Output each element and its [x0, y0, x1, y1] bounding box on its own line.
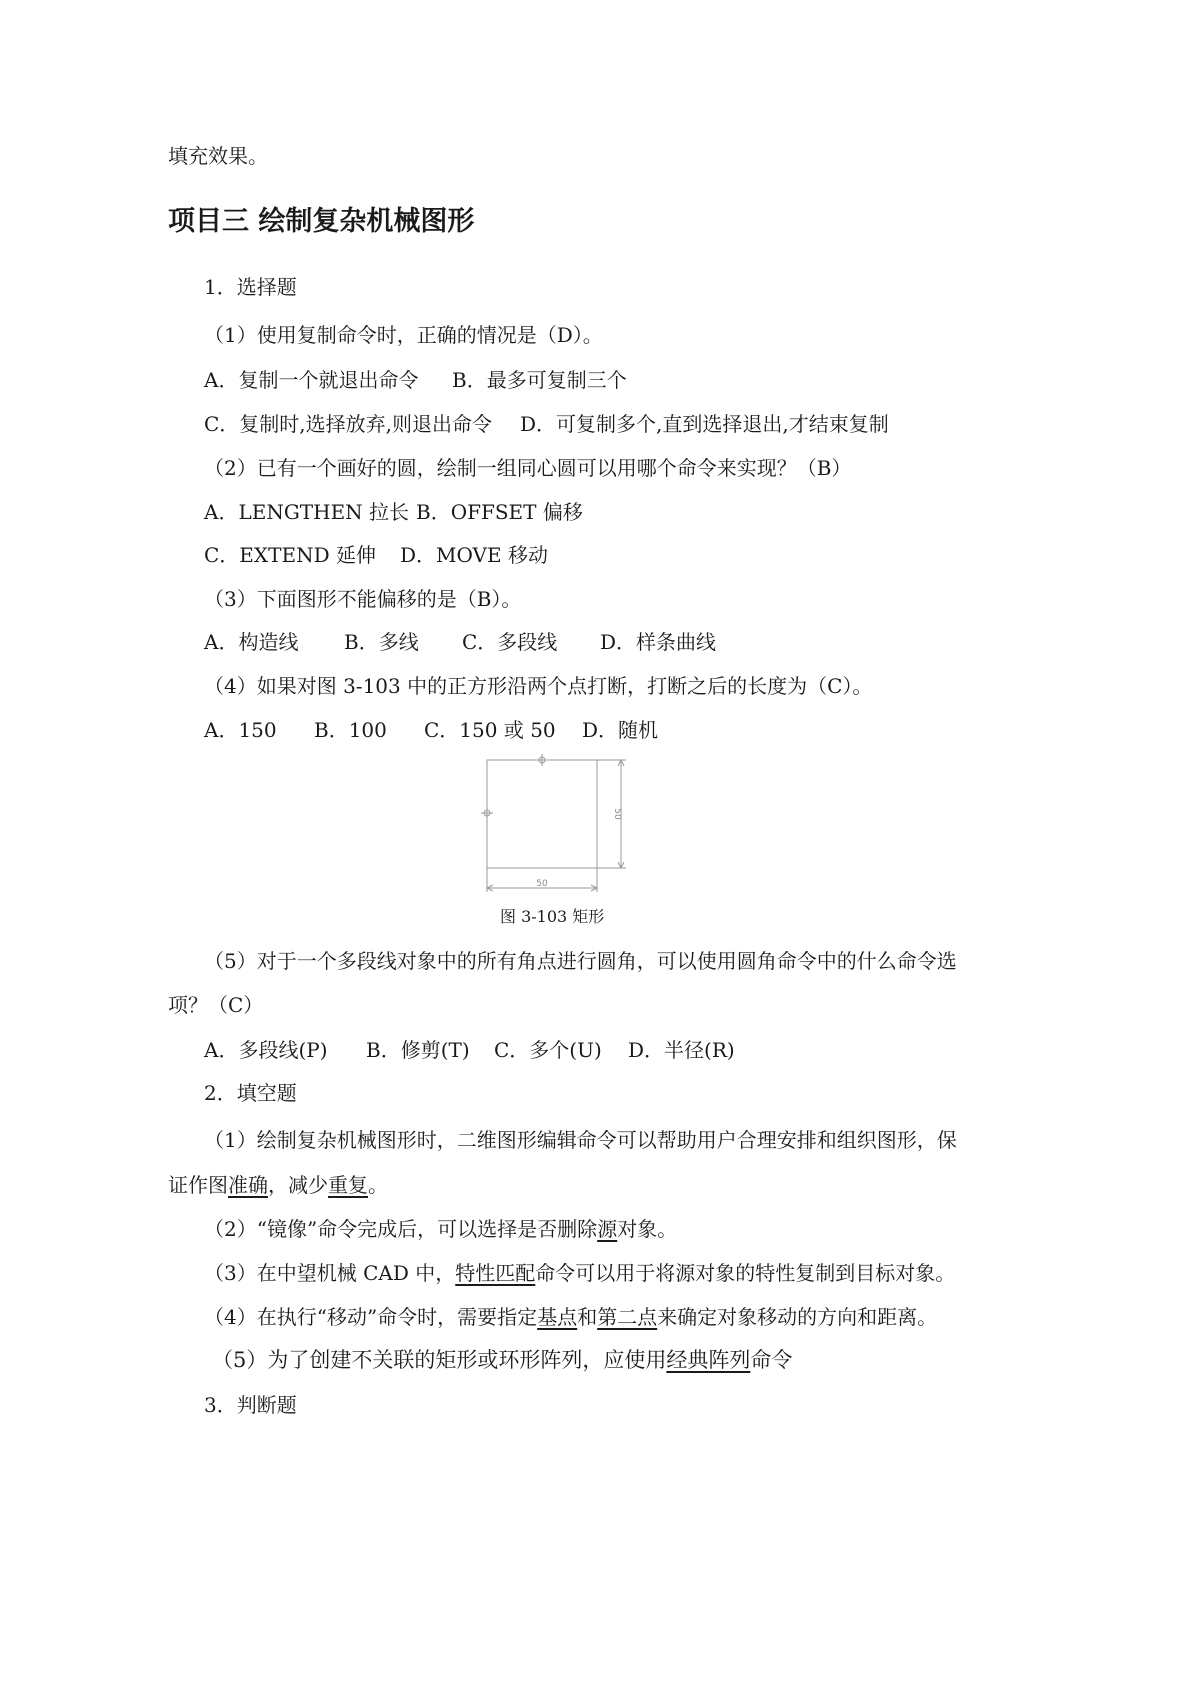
section-title: 项目三 绘制复杂机械图形	[168, 206, 475, 237]
part1-title: 1．选择题	[204, 275, 297, 299]
q2-option-c: C．EXTEND 延伸	[204, 543, 376, 567]
dimension-bottom-label: 50	[536, 879, 548, 889]
q4-option-c: C．150 或 50	[424, 718, 556, 742]
part2-title: 2．填空题	[204, 1081, 297, 1105]
q4-option-b: B．100	[314, 718, 387, 742]
f4-line	[204, 1304, 937, 1330]
f3-answer: 特性匹配	[455, 1261, 536, 1285]
q2-option-b: B．OFFSET 偏移	[416, 500, 583, 524]
f5-line	[212, 1347, 792, 1373]
f5-pre: （5）为了创建不关联的矩形或环形阵列，应使用	[212, 1348, 667, 1372]
q5-option-d: D．半径(R)	[628, 1038, 735, 1062]
f5-post: 命令	[750, 1348, 793, 1372]
f4-mid: 和	[577, 1305, 598, 1329]
f3-pre: （3）在中望机械 CAD 中，	[204, 1261, 456, 1285]
q4-stem: （4）如果对图 3-103 中的正方形沿两个点打断，打断之后的长度为（C）。	[204, 674, 873, 698]
f4-answer-2: 第二点	[597, 1305, 658, 1329]
f3-line	[204, 1260, 955, 1286]
figure-caption: 图 3-103 矩形	[500, 907, 605, 926]
q3-option-c: C．多段线	[462, 630, 558, 654]
q3-option-d: D．样条曲线	[600, 630, 717, 654]
q3-option-b: B．多线	[344, 630, 419, 654]
f1-answer-1: 准确	[228, 1173, 268, 1197]
f1-line2	[168, 1172, 388, 1198]
rectangle-drawing	[478, 752, 632, 894]
q1-option-a: A．复制一个就退出命令	[204, 368, 419, 392]
f2-post: 对象。	[617, 1217, 678, 1241]
rectangle-figure	[478, 752, 632, 894]
grip-point-top	[536, 754, 548, 766]
q5-option-c: C．多个(U)	[494, 1038, 602, 1062]
dimension-right-label: 50	[612, 808, 622, 820]
part3-title: 3．判断题	[204, 1393, 297, 1417]
q1-option-c: C．复制时,选择放弃,则退出命令	[204, 412, 493, 436]
square-outline	[487, 760, 597, 868]
q5-option-a: A．多段线(P)	[204, 1038, 328, 1062]
q2-stem: （2）已有一个画好的圆，绘制一组同心圆可以用哪个命令来实现？（B）	[204, 456, 852, 480]
q4-option-a: A．150	[204, 718, 277, 742]
f1-mid: ，减少	[268, 1173, 328, 1197]
q1-stem: （1）使用复制命令时，正确的情况是（D）。	[204, 323, 603, 347]
f1-post: 。	[368, 1173, 388, 1197]
f4-post: 来确定对象移动的方向和距离。	[657, 1305, 938, 1329]
f1-answer-2: 重复	[328, 1173, 368, 1197]
f3-post: 命令可以用于将源对象的特性复制到目标对象。	[535, 1261, 956, 1285]
f5-answer: 经典阵列	[666, 1348, 751, 1372]
f4-answer-1: 基点	[537, 1305, 578, 1329]
f1-line1: （1）绘制复杂机械图形时，二维图形编辑命令可以帮助用户合理安排和组织图形，保	[204, 1128, 957, 1152]
intro-tail: 填充效果。	[168, 144, 268, 168]
f2-pre: （2）“镜像”命令完成后，可以选择是否删除	[204, 1217, 598, 1241]
q1-option-b: B．最多可复制三个	[452, 368, 627, 392]
q2-option-a: A．LENGTHEN 拉长	[204, 500, 410, 524]
q4-option-d: D．随机	[582, 718, 659, 742]
q3-option-a: A．构造线	[204, 630, 299, 654]
q5-stem-line1: （5）对于一个多段线对象中的所有角点进行圆角，可以使用圆角命令中的什么命令选	[204, 949, 957, 973]
q5-stem-line2: 项？（C）	[168, 993, 264, 1017]
q1-option-d: D．可复制多个,直到选择退出,才结束复制	[520, 412, 889, 436]
f1-pre: 证作图	[168, 1173, 228, 1197]
f2-line	[204, 1216, 677, 1242]
q3-stem: （3）下面图形不能偏移的是（B）。	[204, 587, 522, 611]
q2-option-d: D．MOVE 移动	[400, 543, 548, 567]
f2-answer: 源	[597, 1217, 618, 1241]
q5-option-b: B．修剪(T)	[366, 1038, 470, 1062]
grip-point-left	[481, 807, 493, 819]
f4-pre: （4）在执行“移动”命令时，需要指定	[204, 1305, 538, 1329]
